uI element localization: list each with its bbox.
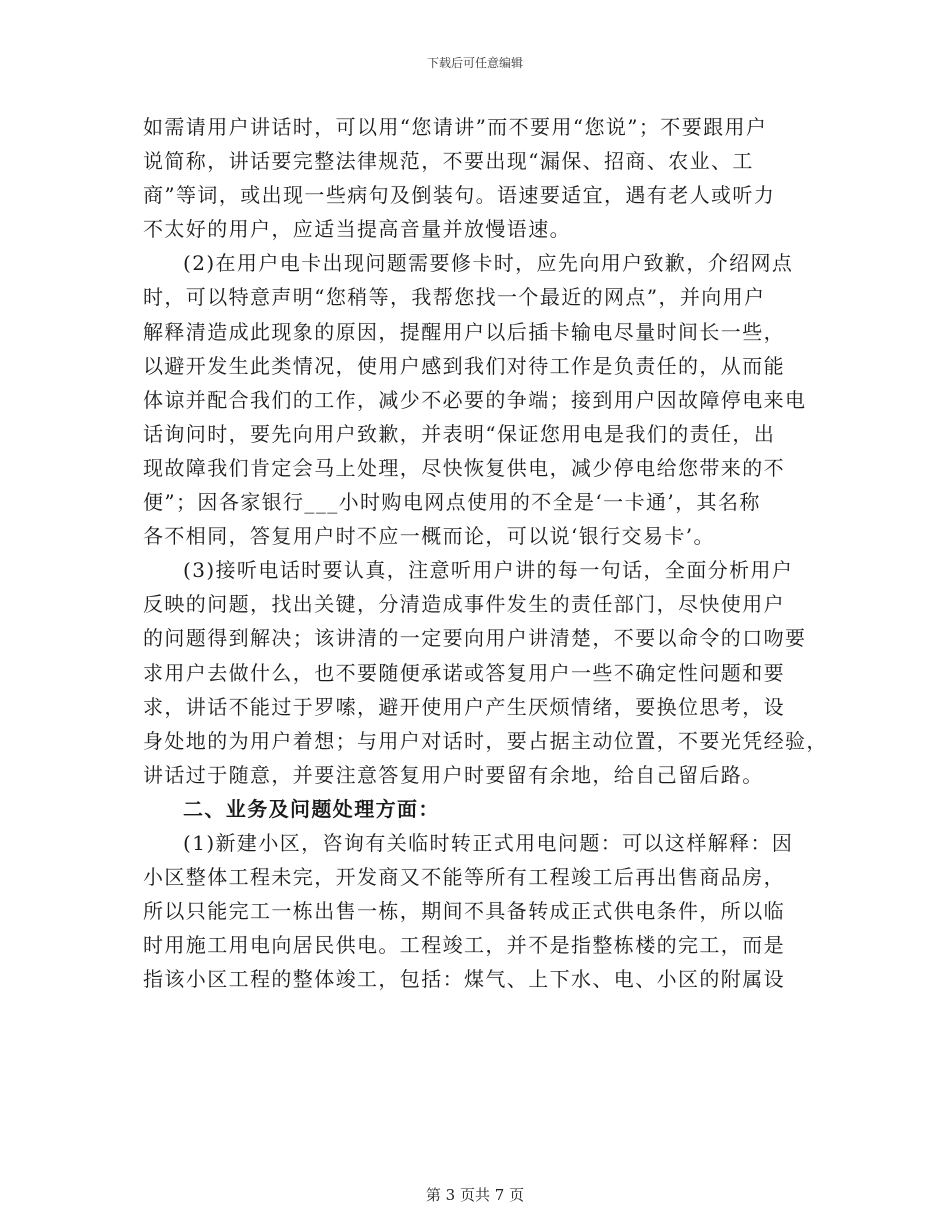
text-line: 不太好的用户，应适当提高音量并放慢语速。	[143, 217, 571, 242]
page-header: 下载后可任意编辑	[426, 56, 523, 70]
text-line: 各不相同，答复用户时不应一概而论，可以说‘银行交易卡’。	[143, 524, 715, 549]
text-line: 小区整体工程未完，开发商又不能等所有工程竣工后再出售商品房，	[143, 865, 785, 890]
text-line: 反映的问题，找出关键，分清造成事件发生的责任部门，尽快使用户	[143, 592, 785, 617]
text-line: 时用施工用电向居民供电。工程竣工，并不是指整栋楼的完工，而是	[143, 933, 785, 958]
section-heading: 二、业务及问题处理方面：	[183, 796, 440, 821]
page-footer: 第 3 页共 7 页	[425, 1186, 525, 1204]
text-line: 商”等词，或出现一些病句及倒装句。语速要适宜，遇有老人或听力	[143, 183, 776, 208]
text-line: 求用户去做什么，也不要随便承诺或答复用户一些不确定性问题和要	[143, 660, 785, 685]
text-line: 现故障我们肯定会马上处理，尽快恢复供电，减少停电给您带来的不	[143, 455, 785, 480]
text-line: 体谅并配合我们的工作，减少不必要的争端；接到用户因故障停电来电	[143, 387, 807, 412]
text-line: 所以只能完工一栋出售一栋，期间不具备转成正式供电条件，所以临	[143, 899, 785, 924]
text-line: 时，可以特意声明“您稍等，我帮您找一个最近的网点”，并向用户	[143, 285, 766, 310]
text-line: 求，讲话不能过于罗嗦，避开使用户产生厌烦情绪，要换位思考，设	[143, 694, 785, 719]
text-line: (2)在用户电卡出现问题需要修卡时，应先向用户致歉，介绍网点	[183, 251, 794, 276]
text-line: (1)新建小区，咨询有关临时转正式用电问题：可以这样解释：因	[183, 830, 794, 855]
document-body	[143, 110, 828, 996]
text-line: 如需请用户讲话时，可以用“您请讲”而不要用“您说”；不要跟用户	[143, 115, 768, 139]
text-line: 指该小区工程的整体竣工，包括：煤气、上下水、电、小区的附属设	[143, 967, 785, 992]
text-line: 解释清造成此现象的原因，提醒用户以后插卡输电尽量时间长一些，	[143, 319, 785, 344]
text-line: 说简称，讲话要完整法律规范，不要出现“漏保、招商、农业、工	[143, 149, 754, 174]
text-line: 身处地的为用户着想；与用户对话时，要占据主动位置，不要光凭经验，	[143, 728, 828, 753]
text-line: 的问题得到解决；该讲清的一定要向用户讲清楚，不要以命令的口吻要	[143, 626, 807, 651]
text-line: (3)接听电话时要认真，注意听用户讲的每一句话，全面分析用户	[183, 558, 794, 583]
text-line: 便”；因各家银行___小时购电网点使用的不全是‘一卡通’，其名称	[143, 490, 761, 515]
text-line: 以避开发生此类情况，使用户感到我们对待工作是负责任的，从而能	[143, 353, 785, 378]
text-line: 话询问时，要先向用户致歉，并表明“保证您用电是我们的责任，出	[143, 421, 776, 446]
text-line: 讲话过于随意，并要注意答复用户时要留有余地，给自己留后路。	[143, 762, 764, 787]
